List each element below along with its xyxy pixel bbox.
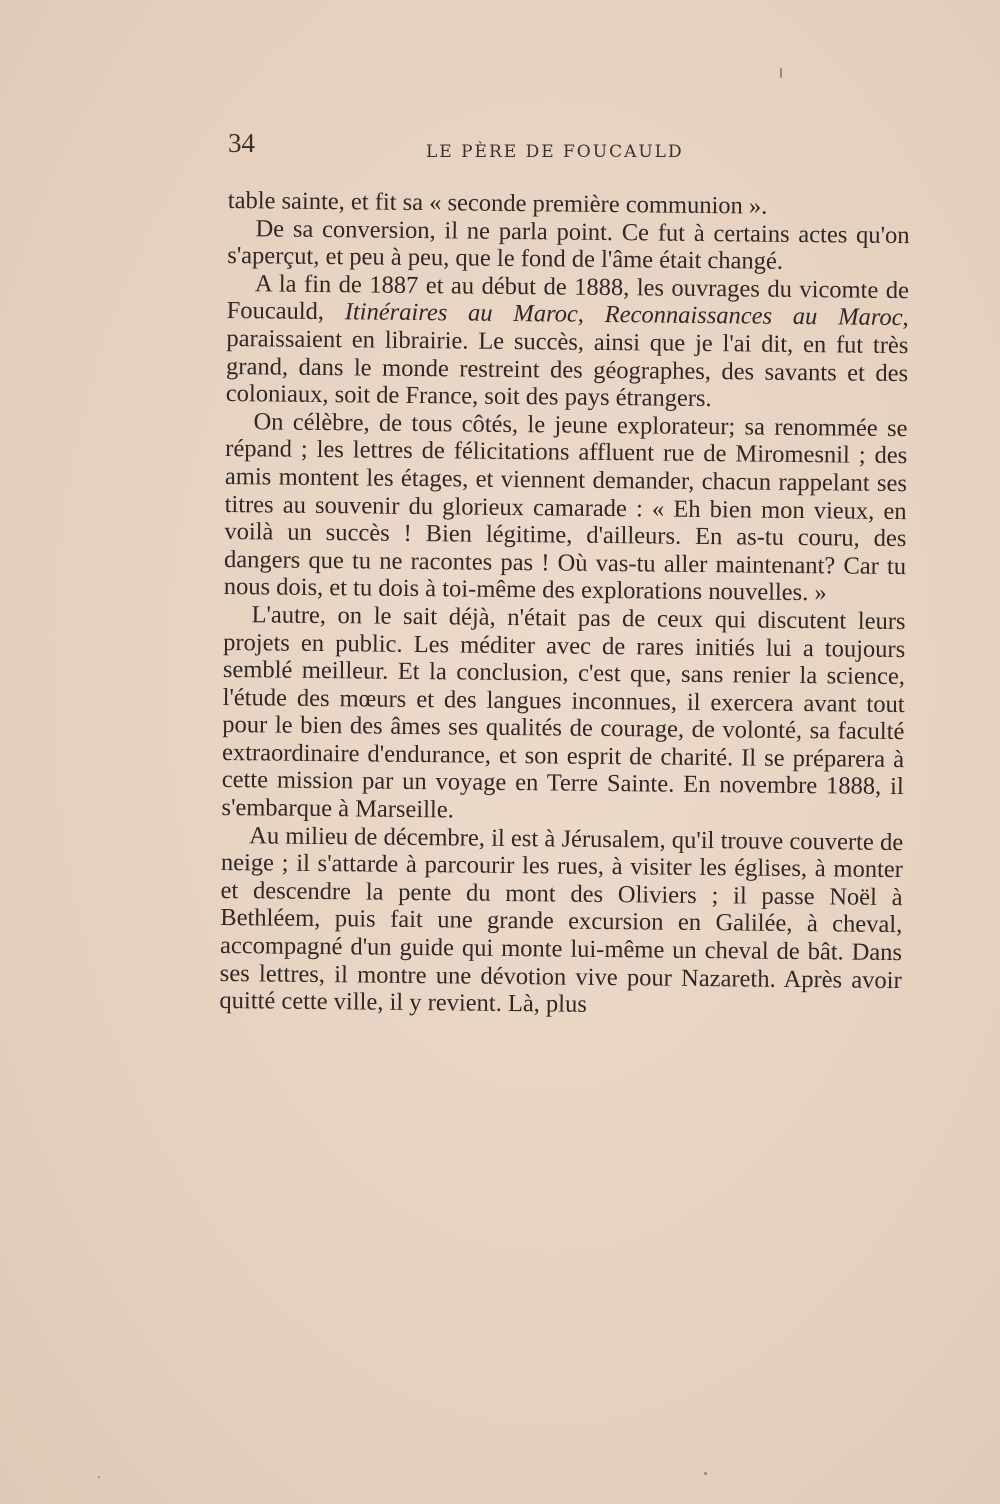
text-run: table sainte, et fit sa « seconde première communion ». <box>227 187 768 220</box>
page-header <box>228 128 918 168</box>
paragraph <box>224 408 908 608</box>
body-text <box>219 187 910 1022</box>
text-run: , <box>577 301 605 329</box>
page-number: 34 <box>228 128 255 158</box>
text-run: L'autre, on le sait déjà, n'était pas de ceux qui discutent leurs projets en public. Les méditer avec de rares initiés lui a toujours semblé meilleur. Et la conclusion, c'est que, sans renier la science, l'étude des mœurs et des langues inconnues, il exercera avant tout pour le bien des âmes ses qualités de courage, de volonté, sa faculté extraordinaire d'endurance, et son esprit de charité. Il se préparera à cette mission par un voyage en Terre Sainte. En novembre 1888, il s'embarque à Marseille. <box>221 601 906 824</box>
running-title: LE PÈRE DE FOUCAULD <box>426 142 684 162</box>
paper-speck <box>704 1472 707 1475</box>
paragraph <box>221 601 905 829</box>
text-run: Au milieu de décembre, il est à Jérusalem, qu'il trouve couverte de neige ; il s'attarde à parcourir les rues, à visiter les églises, à monter et descendre la pente du mont des Oliviers ; il passe Noël à Bethléem, puis fait une grande excursion en Galilée, à cheval, accompagné d'un guide qui monte lui-même un cheval de bât. Dans ses lettres, il montre une dévotion vive pour Nazareth. Après avoir quitté cette ville, il y revient. Là, plus <box>219 821 904 1019</box>
italic-title: Reconnaissances au Maroc <box>604 301 903 332</box>
paragraph <box>227 215 910 277</box>
text-run: A la fin de 1887 et au début de 1888, les ouvrages du vicomte de Foucauld, <box>226 270 910 326</box>
text-run: De sa conversion, il ne parla point. Ce fut à certains actes qu'on s'aperçut, et peu à peu, que le fond de l'âme était changé. <box>227 214 910 276</box>
paper-speck <box>780 68 782 78</box>
paper-speck <box>98 1476 100 1478</box>
paragraph <box>219 822 903 1022</box>
text-run: , paraissaient en librairie. Le succès, ainsi que je l'ai dit, en fut très grand, dans le monde restreint des géographes, des savants et des coloniaux, soit de France, soit des pays étrangers. <box>225 304 909 413</box>
text-run: On célèbre, de tous côtés, le jeune explorateur; sa renommée se répand ; les lettres de félicitations affluent rue de Miromesnil ; des amis montent les étages, et viennent demander, chacun rappelant ses titres au souvenir du glorieux camarade : « Eh bien mon vieux, en voilà un succès ! Bien légitime, d'ailleurs. En as-tu couru, des dangers que tu ne racontes pas ! Où vas-tu aller maintenant? Car tu nous dois, et tu dois à toi-même des explorations nouvelles. » <box>223 408 908 607</box>
paragraph <box>226 270 909 415</box>
italic-title: Itinéraires au Maroc <box>344 298 578 329</box>
